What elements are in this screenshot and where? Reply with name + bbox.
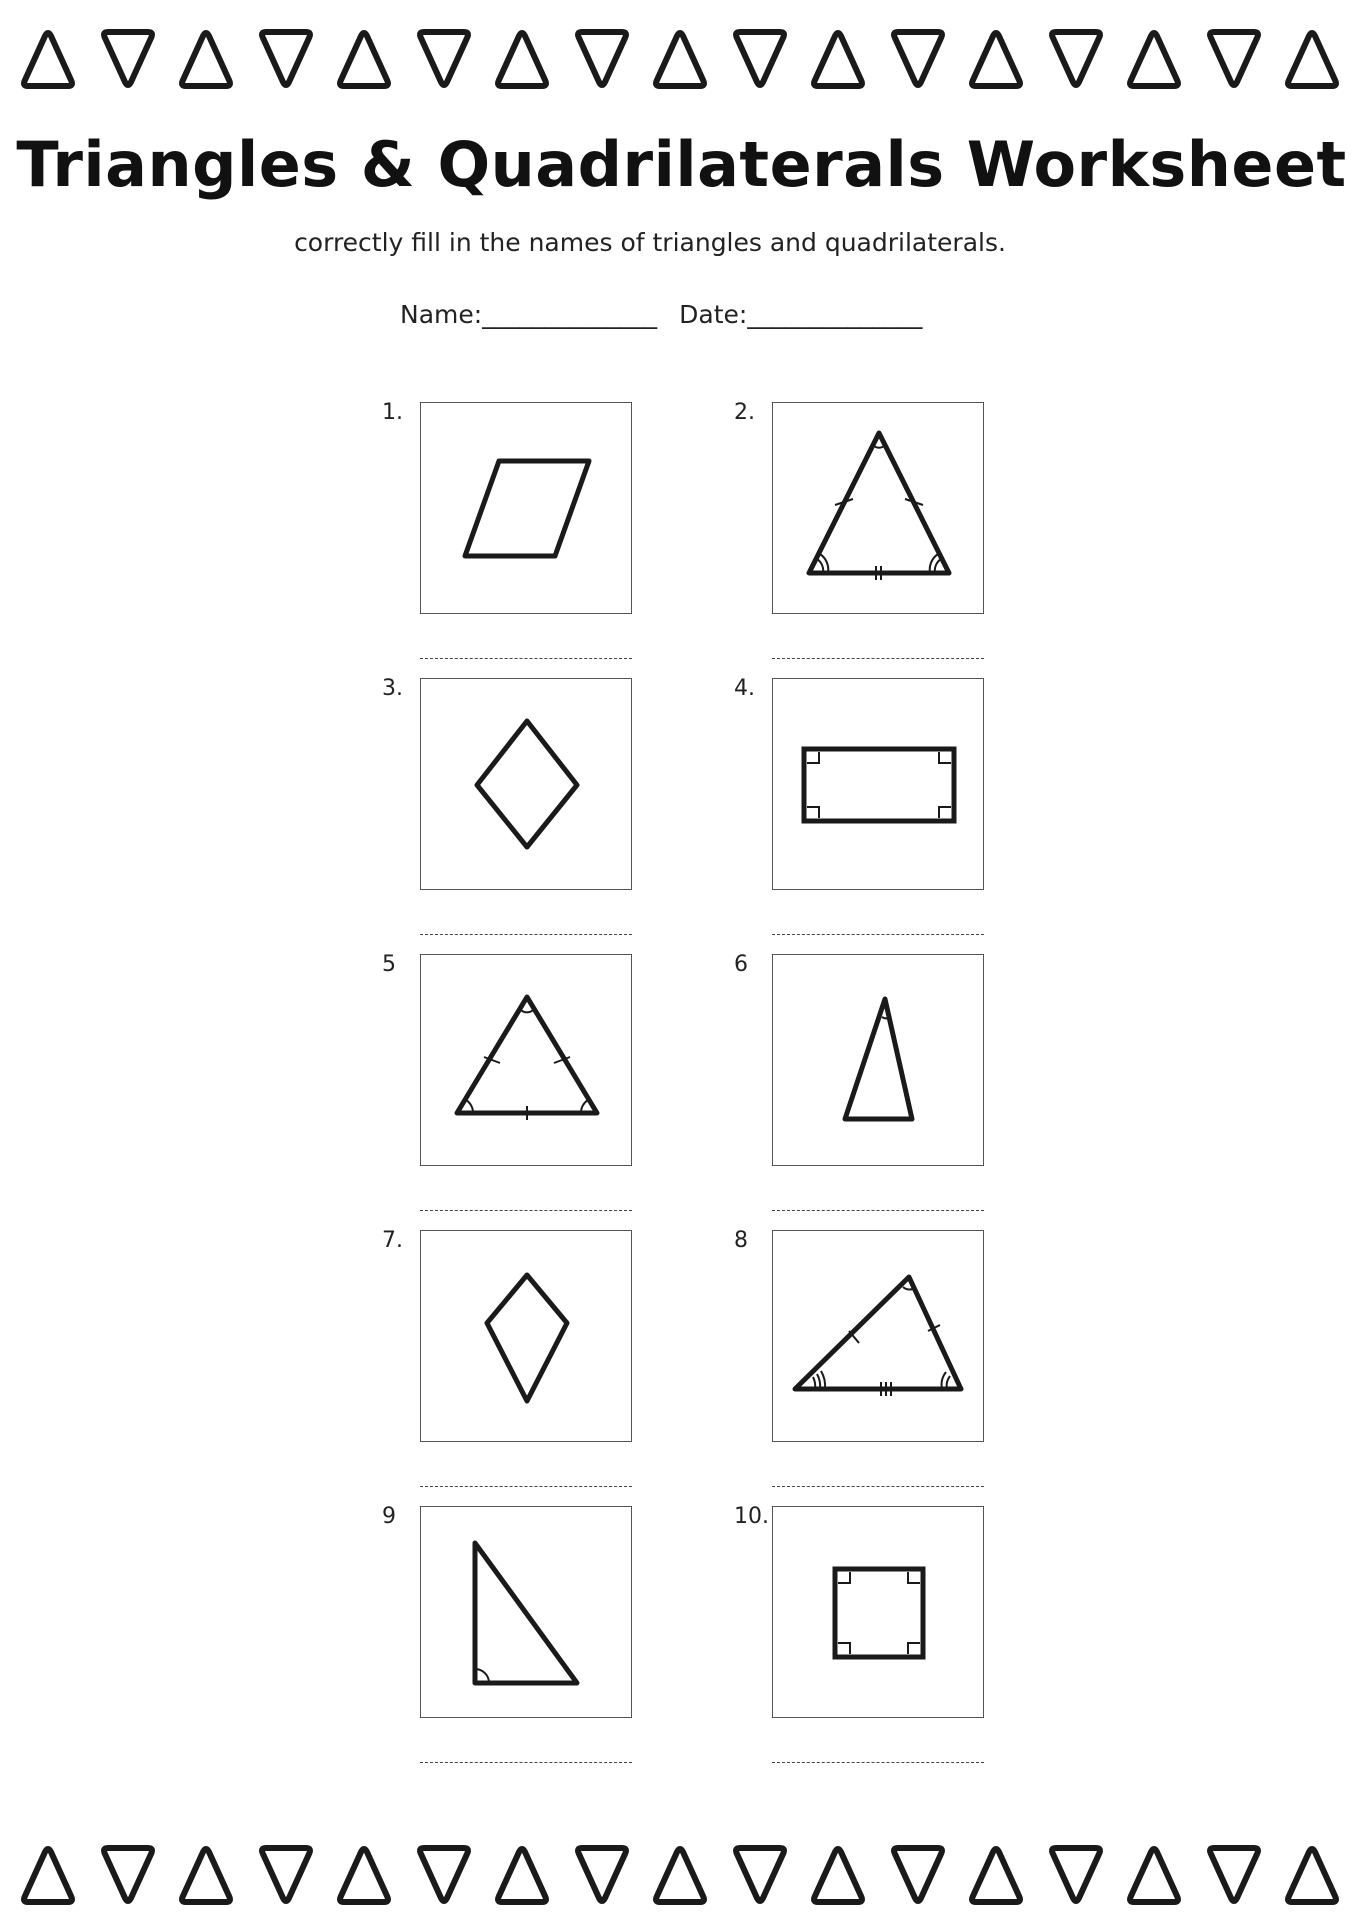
answer-line[interactable] bbox=[420, 1762, 632, 1763]
scalene-triangle-shape bbox=[795, 1277, 961, 1389]
shape-box-right-triangle bbox=[420, 1506, 632, 1718]
triangle-down-icon bbox=[1052, 1848, 1100, 1901]
answer-line[interactable] bbox=[772, 934, 984, 935]
shape-box-parallelogram bbox=[420, 402, 632, 614]
triangle-up-icon bbox=[24, 1849, 72, 1902]
triangle-up-icon bbox=[182, 1849, 230, 1902]
parallelogram-shape bbox=[465, 461, 589, 556]
triangle-down-icon bbox=[1210, 32, 1258, 85]
instructions-text: correctly fill in the names of triangles and quadrilaterals. bbox=[294, 228, 1006, 257]
item-number: 9 bbox=[382, 1504, 396, 1529]
answer-line[interactable] bbox=[772, 658, 984, 659]
answer-line[interactable] bbox=[420, 658, 632, 659]
answer-line[interactable] bbox=[420, 1486, 632, 1487]
name-field-label[interactable]: Name:______________ bbox=[400, 300, 658, 329]
triangle-down-icon bbox=[262, 32, 310, 85]
triangle-down-icon bbox=[420, 32, 468, 85]
triangle-down-icon bbox=[104, 32, 152, 85]
triangle-down-icon bbox=[578, 1848, 626, 1901]
name-date-line bbox=[400, 300, 1000, 329]
answer-line[interactable] bbox=[772, 1210, 984, 1211]
shape-box-scalene-triangle bbox=[772, 1230, 984, 1442]
triangle-down-icon bbox=[578, 32, 626, 85]
shape-box-square bbox=[772, 1506, 984, 1718]
item-number: 8 bbox=[734, 1228, 748, 1253]
triangle-down-icon bbox=[894, 1848, 942, 1901]
shape-box-acute-triangle bbox=[772, 954, 984, 1166]
shape-box-kite bbox=[420, 1230, 632, 1442]
equilateral-triangle-shape bbox=[457, 997, 597, 1113]
shape-box-rhombus bbox=[420, 678, 632, 890]
triangle-up-icon bbox=[182, 33, 230, 86]
answer-line[interactable] bbox=[772, 1762, 984, 1763]
item-number: 6 bbox=[734, 952, 748, 977]
triangle-down-icon bbox=[262, 1848, 310, 1901]
triangle-up-icon bbox=[656, 1849, 704, 1902]
triangle-up-icon bbox=[972, 1849, 1020, 1902]
answer-line[interactable] bbox=[420, 934, 632, 935]
item-number: 5 bbox=[382, 952, 396, 977]
item-number: 3. bbox=[382, 676, 403, 701]
triangle-up-icon bbox=[814, 1849, 862, 1902]
triangle-up-icon bbox=[340, 1849, 388, 1902]
item-number: 4. bbox=[734, 676, 755, 701]
triangle-down-icon bbox=[894, 32, 942, 85]
triangle-up-icon bbox=[340, 33, 388, 86]
date-field-label[interactable]: Date:______________ bbox=[679, 300, 923, 329]
item-number: 7. bbox=[382, 1228, 403, 1253]
acute-triangle-shape bbox=[845, 999, 912, 1119]
triangle-up-icon bbox=[972, 33, 1020, 86]
right-triangle-shape bbox=[475, 1543, 577, 1683]
kite-shape bbox=[487, 1275, 567, 1401]
triangle-up-icon bbox=[814, 33, 862, 86]
triangle-up-icon bbox=[498, 33, 546, 86]
rectangle-shape bbox=[804, 749, 954, 821]
answer-line[interactable] bbox=[772, 1486, 984, 1487]
triangle-down-icon bbox=[736, 1848, 784, 1901]
shape-box-equilateral-triangle bbox=[420, 954, 632, 1166]
triangle-down-icon bbox=[420, 1848, 468, 1901]
item-number: 2. bbox=[734, 400, 755, 425]
top-triangle-border bbox=[0, 22, 1363, 102]
triangle-up-icon bbox=[1288, 33, 1336, 86]
triangle-up-icon bbox=[1288, 1849, 1336, 1902]
answer-line[interactable] bbox=[420, 1210, 632, 1211]
bottom-triangle-border bbox=[0, 1838, 1363, 1918]
item-number: 1. bbox=[382, 400, 403, 425]
triangle-down-icon bbox=[1052, 32, 1100, 85]
triangle-up-icon bbox=[24, 33, 72, 86]
shape-box-isosceles-triangle bbox=[772, 402, 984, 614]
triangle-down-icon bbox=[1210, 1848, 1258, 1901]
page-title: Triangles & Quadrilaterals Worksheet bbox=[16, 128, 1347, 201]
item-number: 10. bbox=[734, 1504, 769, 1529]
triangle-up-icon bbox=[1130, 33, 1178, 86]
isosceles-triangle-shape bbox=[809, 433, 949, 573]
shape-box-rectangle bbox=[772, 678, 984, 890]
triangle-down-icon bbox=[736, 32, 784, 85]
triangle-up-icon bbox=[498, 1849, 546, 1902]
triangle-up-icon bbox=[656, 33, 704, 86]
rhombus-shape bbox=[477, 721, 577, 847]
triangle-up-icon bbox=[1130, 1849, 1178, 1902]
triangle-down-icon bbox=[104, 1848, 152, 1901]
